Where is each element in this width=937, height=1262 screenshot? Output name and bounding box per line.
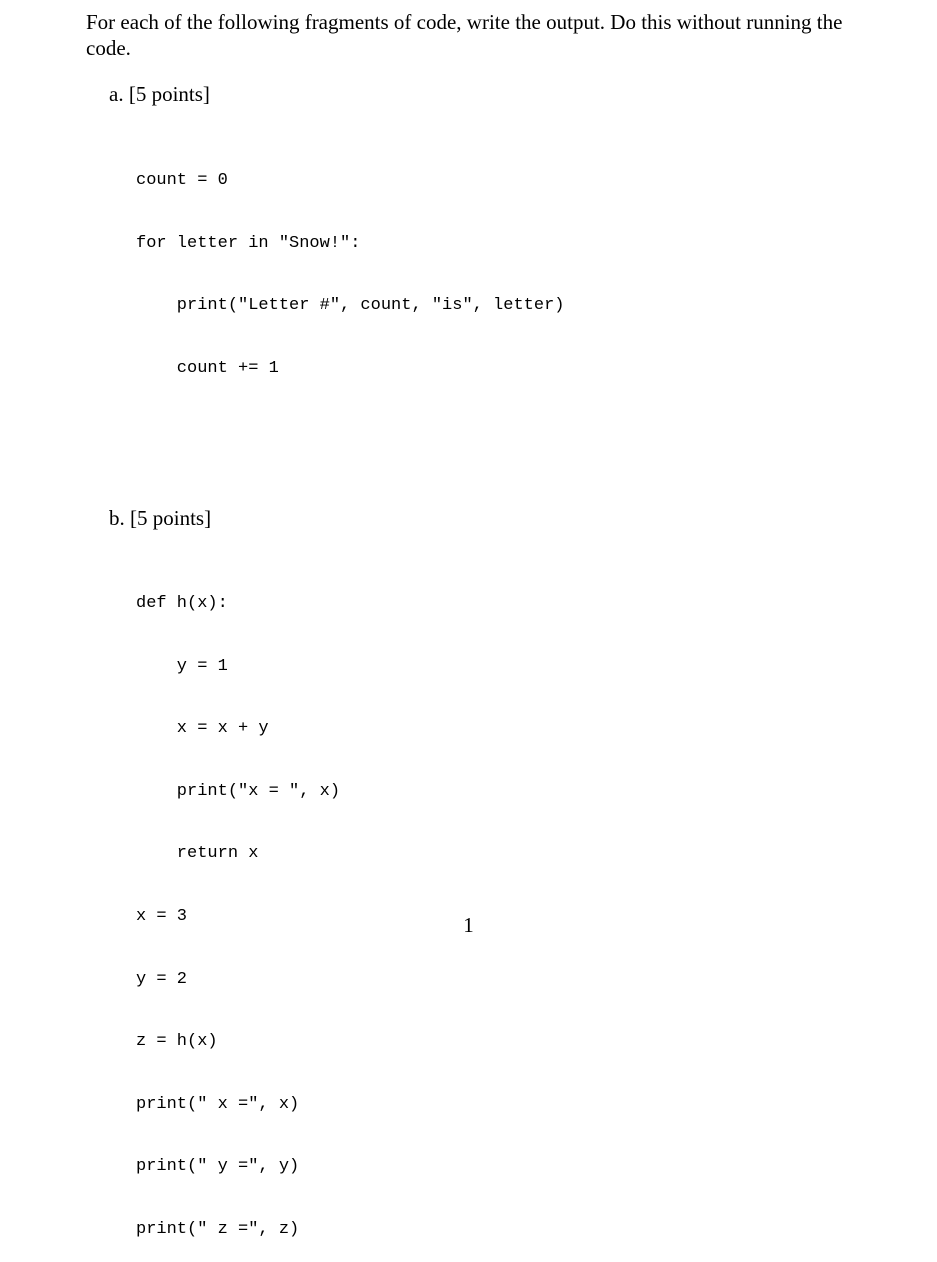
part-a-code-block: [136, 131, 564, 400]
code-line: def h(x):: [136, 594, 228, 613]
code-line: x = x + y: [136, 719, 269, 739]
page-number: 1: [463, 913, 474, 937]
code-line: count = 0: [136, 171, 228, 190]
code-line: count += 1: [136, 358, 279, 378]
code-line: print(" y =", y): [136, 1157, 300, 1177]
code-line: z = h(x): [136, 1032, 218, 1052]
code-line: for letter in "Snow!":: [136, 233, 361, 253]
code-line: print(" z =", z): [136, 1219, 300, 1239]
code-line: y = 2: [136, 969, 188, 989]
instructions-text: For each of the following fragments of code, write the output. Do this without running the code.: [86, 10, 843, 60]
code-line: print("Letter #", count, "is", letter): [136, 296, 565, 316]
code-line: x = 3: [136, 906, 188, 926]
code-line: return x: [136, 844, 259, 864]
part-a-heading: a. [5 points]: [109, 82, 210, 106]
code-line: print("x = ", x): [136, 781, 341, 801]
part-b-code-block: [136, 554, 340, 1262]
code-line: y = 1: [136, 656, 228, 676]
code-line: print(" x =", x): [136, 1094, 300, 1114]
part-b-heading: b. [5 points]: [109, 506, 212, 530]
